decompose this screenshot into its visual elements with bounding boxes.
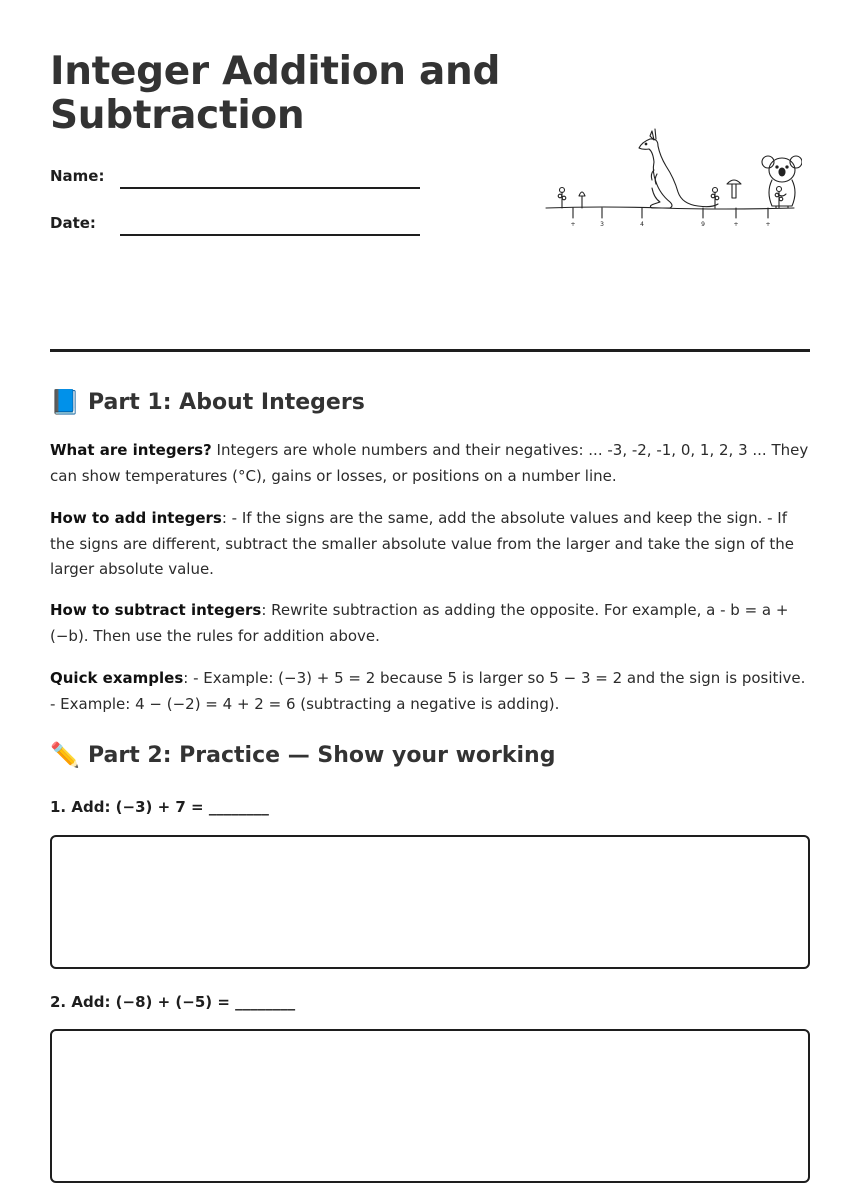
name-label: Name: <box>50 167 105 185</box>
paragraph-what-are-integers: What are integers? Integers are whole numbers and their negatives: ... -3, -2, -1, 0, 1, 2, 3 ... They can show temperatures (°C), gains or losses, or positions on a number line. <box>50 441 809 485</box>
svg-text:9: 9 <box>701 221 705 228</box>
date-field-row <box>50 208 420 236</box>
part2-heading-text: Part 2: Practice — Show your working <box>88 742 556 768</box>
mushroom-icon <box>727 180 741 198</box>
svg-text:4: 4 <box>640 221 644 228</box>
answer-box-2[interactable] <box>50 1029 810 1183</box>
plant-icon <box>558 188 566 209</box>
number-line-labels <box>570 221 770 228</box>
paragraph-how-to-add: How to add integers: - If the signs are the same, add the absolute values and keep the sign. - If the signs are different, subtract the smaller absolute value from the larger and take the sign of the larger absolute value. <box>50 509 794 578</box>
part1-heading-text: Part 1: About Integers <box>88 389 365 415</box>
kangaroo-icon <box>639 129 718 208</box>
answer-box-1[interactable] <box>50 835 810 969</box>
paragraph-quick-examples: Quick examples: - Example: (−3) + 5 = 2 because 5 is larger so 5 − 3 = 2 and the sign is positive. - Example: 4 − (−2) = 4 + 2 = 6 (subtracting a negative is adding). <box>50 669 806 713</box>
svg-text:+: + <box>765 221 771 228</box>
pencil-icon: ✏️ <box>50 741 80 769</box>
part2-heading <box>50 741 555 769</box>
question-1: 1. Add: (−3) + 7 = ________ <box>50 798 269 816</box>
svg-text:3: 3 <box>600 221 604 228</box>
name-answer-line[interactable] <box>120 187 420 189</box>
book-icon: 📘 <box>50 388 80 416</box>
date-label: Date: <box>50 214 96 232</box>
plant-icon <box>775 187 783 209</box>
name-field-row <box>50 161 420 189</box>
plant-icon <box>579 192 585 208</box>
svg-text:+: + <box>733 221 739 228</box>
header-divider <box>50 349 810 352</box>
date-answer-line[interactable] <box>120 234 420 236</box>
kangaroo-koala-illustration <box>542 122 802 232</box>
plant-icon <box>711 188 719 209</box>
worksheet-title: Integer Addition and Subtraction <box>50 49 501 138</box>
part1-heading <box>50 388 365 416</box>
paragraph-how-to-subtract: How to subtract integers: Rewrite subtraction as adding the opposite. For example, a - b = a + (−b). Then use the rules for addition above. <box>50 601 789 645</box>
question-2: 2. Add: (−8) + (−5) = ________ <box>50 993 296 1011</box>
svg-text:+: + <box>570 221 576 228</box>
